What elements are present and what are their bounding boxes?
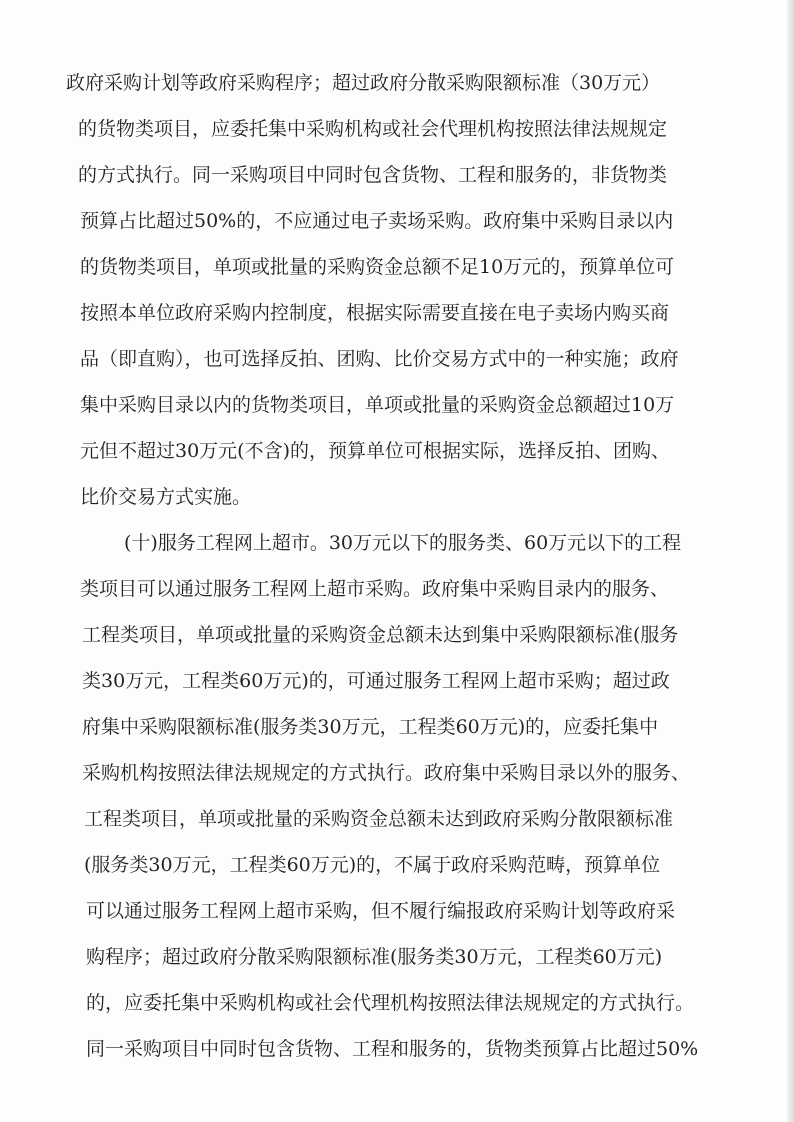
text-line: 工程类项目，单项或批量的采购资金总额未达到政府采购分散限额标准	[84, 808, 674, 830]
text-line: 同一采购项目中同时包含货物、工程和服务的，货物类预算占比超过50%	[86, 1038, 699, 1060]
text-line: 政府采购计划等政府采购程序；超过政府分散采购限额标准（30万元）	[66, 72, 661, 94]
text-line: 品（即直购），也可选择反拍、团购、比价交易方式中的一种实施；政府	[80, 348, 679, 370]
text-line: 类30万元，工程类60万元)的，可通过服务工程网上超市采购；超过政	[82, 670, 670, 692]
text-line: 购程序；超过政府分散采购限额标准(服务类30万元，工程类60万元)	[86, 946, 663, 968]
text-line: 采购机构按照法律法规规定的方式执行。政府集中采购目录以外的服务、	[82, 762, 691, 784]
text-line: 按照本单位政府采购内控制度，根据实际需要直接在电子卖场内购买商	[80, 302, 670, 324]
text-line: 可以通过服务工程网上超市采购，但不履行编报政府采购计划等政府采	[86, 900, 676, 922]
text-line: 集中采购目录以内的货物类项目，单项或批量的采购资金总额超过10万	[80, 394, 675, 416]
text-line: 的货物类项目，单项或批量的采购资金总额不足10万元的，预算单位可	[80, 256, 675, 278]
text-line: 的货物类项目，应委托集中采购机构或社会代理机构按照法律法规规定	[78, 118, 668, 140]
text-line: (十)服务工程网上超市。30万元以下的服务类、60万元以下的工程	[124, 532, 682, 554]
text-line: 的方式执行。同一采购项目中同时包含货物、工程和服务的，非货物类	[78, 164, 668, 186]
text-line: 府集中采购限额标准(服务类30万元，工程类60万元)的，应委托集中	[82, 716, 659, 738]
text-line: 元但不超过30万元(不含)的，预算单位可根据实际，选择反拍、团购、	[80, 440, 671, 462]
text-line: 工程类项目，单项或批量的采购资金总额未达到集中采购限额标准(服务	[82, 624, 679, 646]
text-line: 的，应委托集中采购机构或社会代理机构按照法律法规规定的方式执行。	[86, 992, 695, 1014]
text-line: 比价交易方式实施。	[80, 486, 252, 508]
text-line: 类项目可以通过服务工程网上超市采购。政府集中采购目录内的服务、	[80, 578, 670, 600]
text-line: (服务类30万元，工程类60万元)的，不属于政府采购范畴，预算单位	[84, 854, 661, 876]
text-line: 预算占比超过50%的，不应通过电子卖场采购。政府集中采购目录以内	[80, 210, 674, 232]
